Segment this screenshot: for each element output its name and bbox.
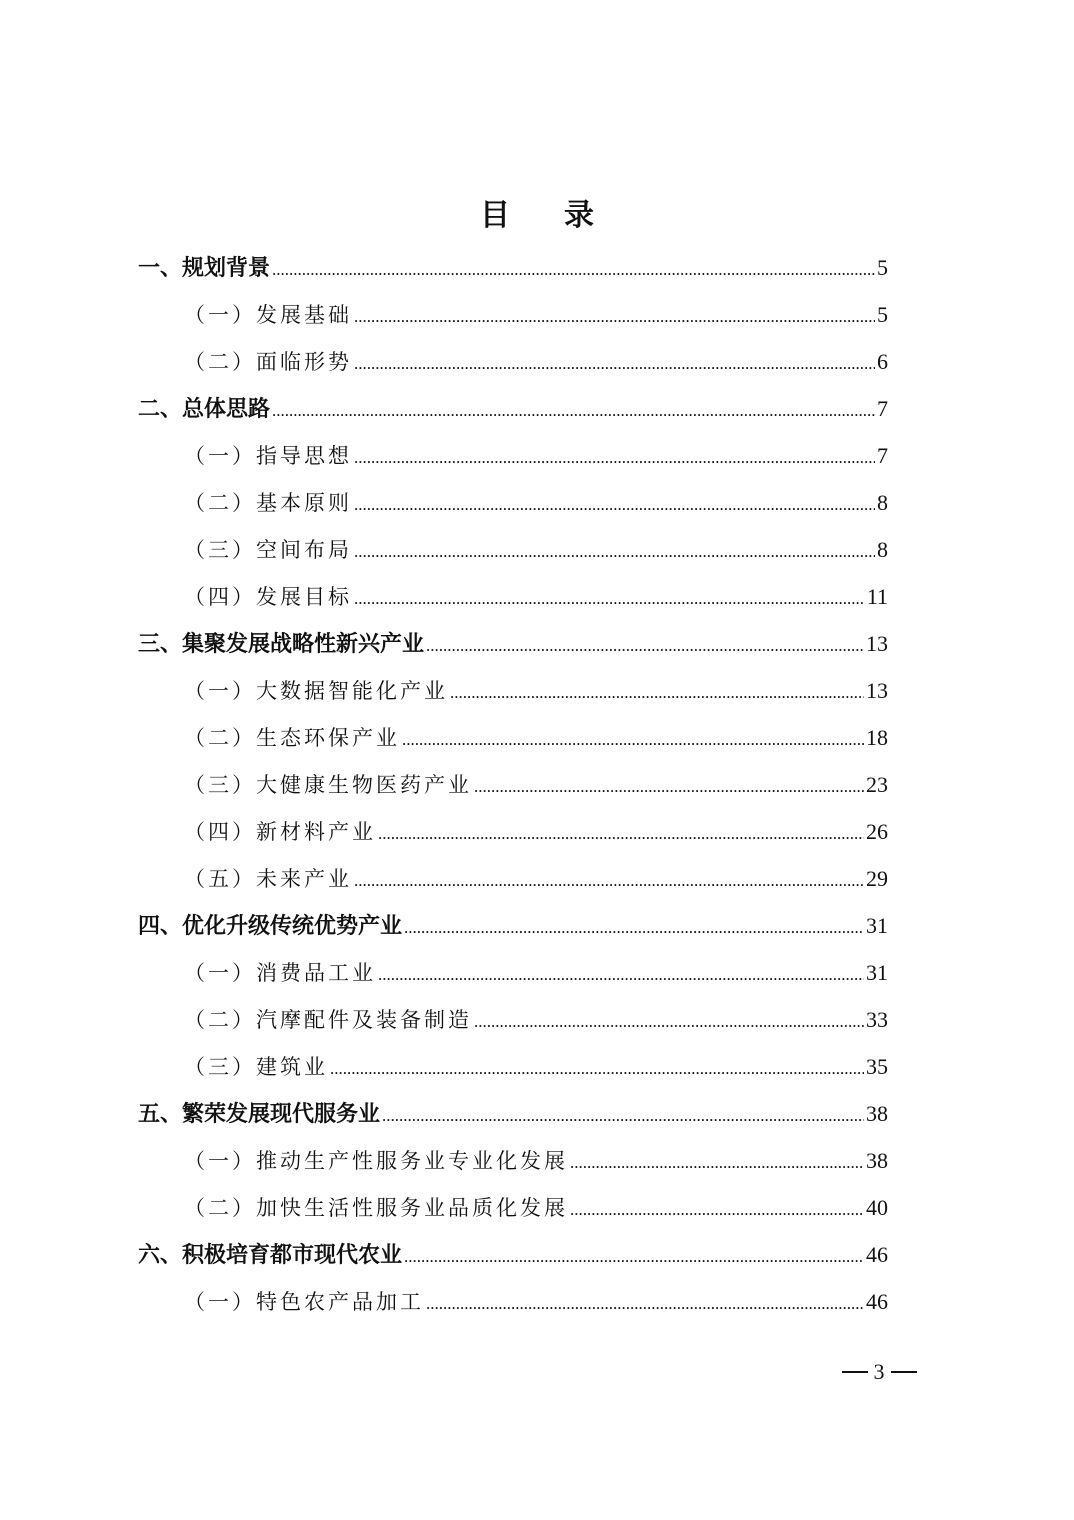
toc-entry-page: 35 bbox=[866, 1054, 888, 1079]
toc-leader-dots bbox=[450, 669, 864, 716]
toc-entry-page: 7 bbox=[877, 443, 888, 468]
toc-section-entry[interactable] bbox=[138, 1043, 888, 1090]
toc-entry-title: 二、总体思路 bbox=[138, 397, 271, 422]
toc-entry-page: 46 bbox=[866, 1289, 888, 1314]
toc-entry-page: 38 bbox=[866, 1101, 888, 1126]
toc-leader-dots bbox=[272, 246, 875, 293]
toc-section-entry[interactable] bbox=[138, 432, 888, 479]
page-title bbox=[0, 192, 1074, 240]
toc-entry-title: （二）基本原则 bbox=[184, 491, 352, 515]
toc-section-entry[interactable] bbox=[138, 949, 888, 996]
toc-chapter-entry[interactable] bbox=[138, 902, 888, 949]
page-title-right: 录 bbox=[564, 198, 594, 233]
toc-leader-dots bbox=[426, 622, 864, 669]
toc-section-entry[interactable] bbox=[138, 667, 888, 714]
toc-entry-title: （四）发展目标 bbox=[184, 585, 352, 609]
footer-dash-right bbox=[891, 1371, 917, 1373]
toc-section-entry[interactable] bbox=[138, 573, 888, 620]
toc-entry-title: （一）指导思想 bbox=[184, 444, 352, 468]
toc-section-entry[interactable] bbox=[138, 338, 888, 385]
toc-entry-page: 18 bbox=[866, 725, 888, 750]
toc-entry-title: （三）大健康生物医药产业 bbox=[184, 773, 472, 797]
toc-leader-dots bbox=[378, 810, 864, 857]
toc-leader-dots bbox=[354, 293, 875, 340]
toc-entry-page: 38 bbox=[866, 1148, 888, 1173]
page-title-left: 目 bbox=[480, 198, 510, 233]
footer-dash-left bbox=[842, 1371, 868, 1373]
toc-section-entry[interactable] bbox=[138, 808, 888, 855]
toc-entry-title: （五）未来产业 bbox=[184, 867, 352, 891]
toc-entry-page: 23 bbox=[866, 772, 888, 797]
toc-entry-title: （三）空间布局 bbox=[184, 538, 352, 562]
toc-chapter-entry[interactable] bbox=[138, 1090, 888, 1137]
toc-leader-dots bbox=[402, 716, 864, 763]
toc-entry-page: 13 bbox=[866, 678, 888, 703]
toc-leader-dots bbox=[570, 1139, 864, 1186]
toc-leader-dots bbox=[354, 528, 875, 575]
toc-section-entry[interactable] bbox=[138, 1184, 888, 1231]
toc-entry-page: 13 bbox=[866, 631, 888, 656]
toc-leader-dots bbox=[354, 340, 875, 387]
toc-section-entry[interactable] bbox=[138, 996, 888, 1043]
toc-leader-dots bbox=[382, 1092, 864, 1139]
toc-chapter-entry[interactable] bbox=[138, 385, 888, 432]
toc-leader-dots bbox=[354, 481, 875, 528]
toc-entry-title: （一）发展基础 bbox=[184, 303, 352, 327]
toc-entry-page: 6 bbox=[877, 349, 888, 374]
toc-section-entry[interactable] bbox=[138, 479, 888, 526]
toc-entry-title: （二）汽摩配件及装备制造 bbox=[184, 1008, 472, 1032]
toc-entry-title: （二）生态环保产业 bbox=[184, 726, 400, 750]
toc-leader-dots bbox=[378, 951, 864, 998]
toc-leader-dots bbox=[330, 1045, 864, 1092]
toc-section-entry[interactable] bbox=[138, 761, 888, 808]
toc-entry-page: 11 bbox=[866, 584, 888, 609]
toc-entry-title: 三、集聚发展战略性新兴产业 bbox=[138, 632, 425, 657]
toc-entry-title: （三）建筑业 bbox=[184, 1055, 328, 1079]
toc-entry-title: （一）大数据智能化产业 bbox=[184, 679, 448, 703]
toc-entry-title: 一、规划背景 bbox=[138, 256, 271, 281]
toc-leader-dots bbox=[404, 904, 864, 951]
toc-leader-dots bbox=[354, 434, 875, 481]
toc-entry-page: 5 bbox=[877, 302, 888, 327]
toc-entry-page: 8 bbox=[877, 490, 888, 515]
page-number-footer bbox=[839, 1354, 919, 1390]
toc-entry-page: 8 bbox=[877, 537, 888, 562]
toc-entry-title: 五、繁荣发展现代服务业 bbox=[138, 1102, 381, 1127]
toc-section-entry[interactable] bbox=[138, 291, 888, 338]
toc-section-entry[interactable] bbox=[138, 1137, 888, 1184]
toc-chapter-entry[interactable] bbox=[138, 1231, 888, 1278]
toc-section-entry[interactable] bbox=[138, 714, 888, 761]
toc-entry-page: 31 bbox=[866, 913, 888, 938]
toc-leader-dots bbox=[354, 575, 865, 622]
toc-entry-title: （二）面临形势 bbox=[184, 350, 352, 374]
toc-leader-dots bbox=[354, 857, 864, 904]
toc-entry-page: 26 bbox=[866, 819, 888, 844]
toc-entry-title: （四）新材料产业 bbox=[184, 820, 376, 844]
page-number: 3 bbox=[873, 1359, 885, 1384]
toc-entry-page: 5 bbox=[877, 255, 888, 280]
toc-section-entry[interactable] bbox=[138, 526, 888, 573]
table-of-contents bbox=[138, 244, 888, 1325]
toc-entry-title: （一）消费品工业 bbox=[184, 961, 376, 985]
toc-leader-dots bbox=[404, 1233, 864, 1280]
toc-leader-dots bbox=[426, 1280, 864, 1327]
toc-entry-title: 四、优化升级传统优势产业 bbox=[138, 914, 403, 939]
toc-entry-title: （一）推动生产性服务业专业化发展 bbox=[184, 1149, 568, 1173]
toc-entry-title: （一）特色农产品加工 bbox=[184, 1290, 424, 1314]
toc-entry-page: 29 bbox=[866, 866, 888, 891]
toc-entry-page: 40 bbox=[866, 1195, 888, 1220]
toc-entry-page: 46 bbox=[866, 1242, 888, 1267]
toc-entry-title: 六、积极培育都市现代农业 bbox=[138, 1243, 403, 1268]
toc-leader-dots bbox=[272, 387, 875, 434]
toc-section-entry[interactable] bbox=[138, 1278, 888, 1325]
toc-leader-dots bbox=[570, 1186, 864, 1233]
toc-entry-title: （二）加快生活性服务业品质化发展 bbox=[184, 1196, 568, 1220]
toc-entry-page: 7 bbox=[877, 396, 888, 421]
toc-entry-page: 31 bbox=[866, 960, 888, 985]
toc-entry-page: 33 bbox=[866, 1007, 888, 1032]
toc-leader-dots bbox=[474, 763, 864, 810]
toc-chapter-entry[interactable] bbox=[138, 620, 888, 667]
toc-chapter-entry[interactable] bbox=[138, 244, 888, 291]
toc-leader-dots bbox=[474, 998, 864, 1045]
toc-section-entry[interactable] bbox=[138, 855, 888, 902]
